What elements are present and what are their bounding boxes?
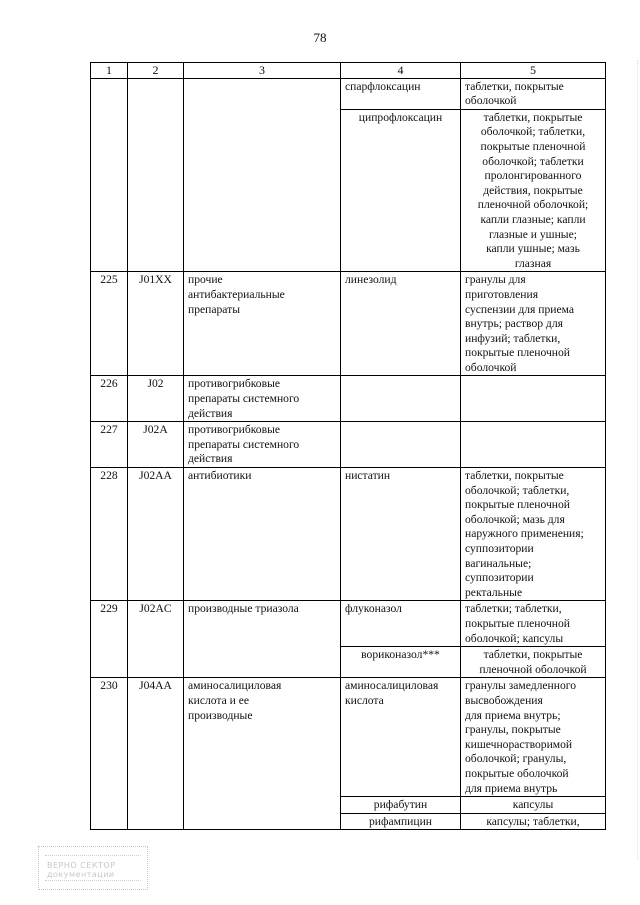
- atc-code: J02AC: [128, 601, 184, 678]
- dosage-form: гранулы для приготовления суспензии для приема внутрь; раствор для инфузий; таблетки, покрытые пленочной оболочкой: [461, 272, 606, 376]
- row-number: 226: [91, 376, 128, 422]
- header-col-3: 3: [184, 63, 341, 79]
- row-number: 229: [91, 601, 128, 678]
- table-row: [91, 678, 606, 797]
- dosage-form: таблетки, покрытые оболочкой; таблетки, покрытые пленочной оболочкой; таблетки пролонгированного действия, покрытые пленочной оболочкой; капли глазные; капли глазные и ушные; капли ушные; мазь глазная: [461, 109, 606, 272]
- drug-name: [341, 376, 461, 422]
- drug-name: [341, 422, 461, 468]
- drug-table: [90, 62, 606, 830]
- drug-name: флуконазол: [341, 601, 461, 647]
- dosage-form: гранулы замедленного высвобождения для приема внутрь; гранулы, покрытые кишечнорастворимой оболочкой; гранулы, покрытые оболочкой для приема внутрь: [461, 678, 606, 797]
- drug-name: аминосалициловая кислота: [341, 678, 461, 797]
- dosage-form: капсулы; таблетки,: [461, 813, 606, 830]
- header-col-4: 4: [341, 63, 461, 79]
- faded-stamp: [38, 846, 148, 890]
- drug-name: вориконазол***: [341, 647, 461, 678]
- drug-name: линезолид: [341, 272, 461, 376]
- row-number: [91, 78, 128, 272]
- atc-code: [128, 78, 184, 272]
- atc-code: J02: [128, 376, 184, 422]
- atc-code: J02AA: [128, 468, 184, 601]
- row-number: 228: [91, 468, 128, 601]
- dosage-form: таблетки, покрытые оболочкой: [461, 78, 606, 109]
- stamp-line: [45, 880, 141, 881]
- header-col-5: 5: [461, 63, 606, 79]
- table-row: [91, 422, 606, 468]
- drug-group: антибиотики: [184, 468, 341, 601]
- drug-name: нистатин: [341, 468, 461, 601]
- table-row: [91, 376, 606, 422]
- drug-name: спарфлоксацин: [341, 78, 461, 109]
- table-row: [91, 468, 606, 601]
- row-number: 230: [91, 678, 128, 830]
- stamp-text: ВЕРНО СЕКТОР документации: [47, 861, 116, 879]
- dosage-form: таблетки; таблетки, покрытые пленочной оболочкой; капсулы: [461, 601, 606, 647]
- header-col-1: 1: [91, 63, 128, 79]
- dosage-form: капсулы: [461, 797, 606, 814]
- drug-group: производные триазола: [184, 601, 341, 678]
- drug-group: аминосалициловая кислота и ее производные: [184, 678, 341, 830]
- row-number: 225: [91, 272, 128, 376]
- page-number: 78: [313, 30, 327, 45]
- dosage-form: таблетки, покрытые оболочкой; таблетки, покрытые пленочной оболочкой; мазь для наружного применения; суппозитории вагинальные; суппозитории ректальные: [461, 468, 606, 601]
- drug-name: рифампицин: [341, 813, 461, 830]
- dosage-form: [461, 422, 606, 468]
- drug-name: рифабутин: [341, 797, 461, 814]
- drug-name: ципрофлоксацин: [341, 109, 461, 272]
- atc-code: J04AA: [128, 678, 184, 830]
- header-row: [91, 63, 606, 79]
- row-number: 227: [91, 422, 128, 468]
- atc-code: J01XX: [128, 272, 184, 376]
- atc-code: J02A: [128, 422, 184, 468]
- header-col-2: 2: [128, 63, 184, 79]
- table-row: [91, 78, 606, 109]
- scan-edge-marks: [635, 60, 638, 860]
- drug-group: противогрибковые препараты системного действия: [184, 376, 341, 422]
- stamp-line: [45, 855, 141, 856]
- drug-group: прочие антибактериальные препараты: [184, 272, 341, 376]
- table-row: [91, 601, 606, 647]
- dosage-form: [461, 376, 606, 422]
- table-row: [91, 272, 606, 376]
- dosage-form: таблетки, покрытые пленочной оболочкой: [461, 647, 606, 678]
- drug-group: противогрибковые препараты системного действия: [184, 422, 341, 468]
- drug-group: [184, 78, 341, 272]
